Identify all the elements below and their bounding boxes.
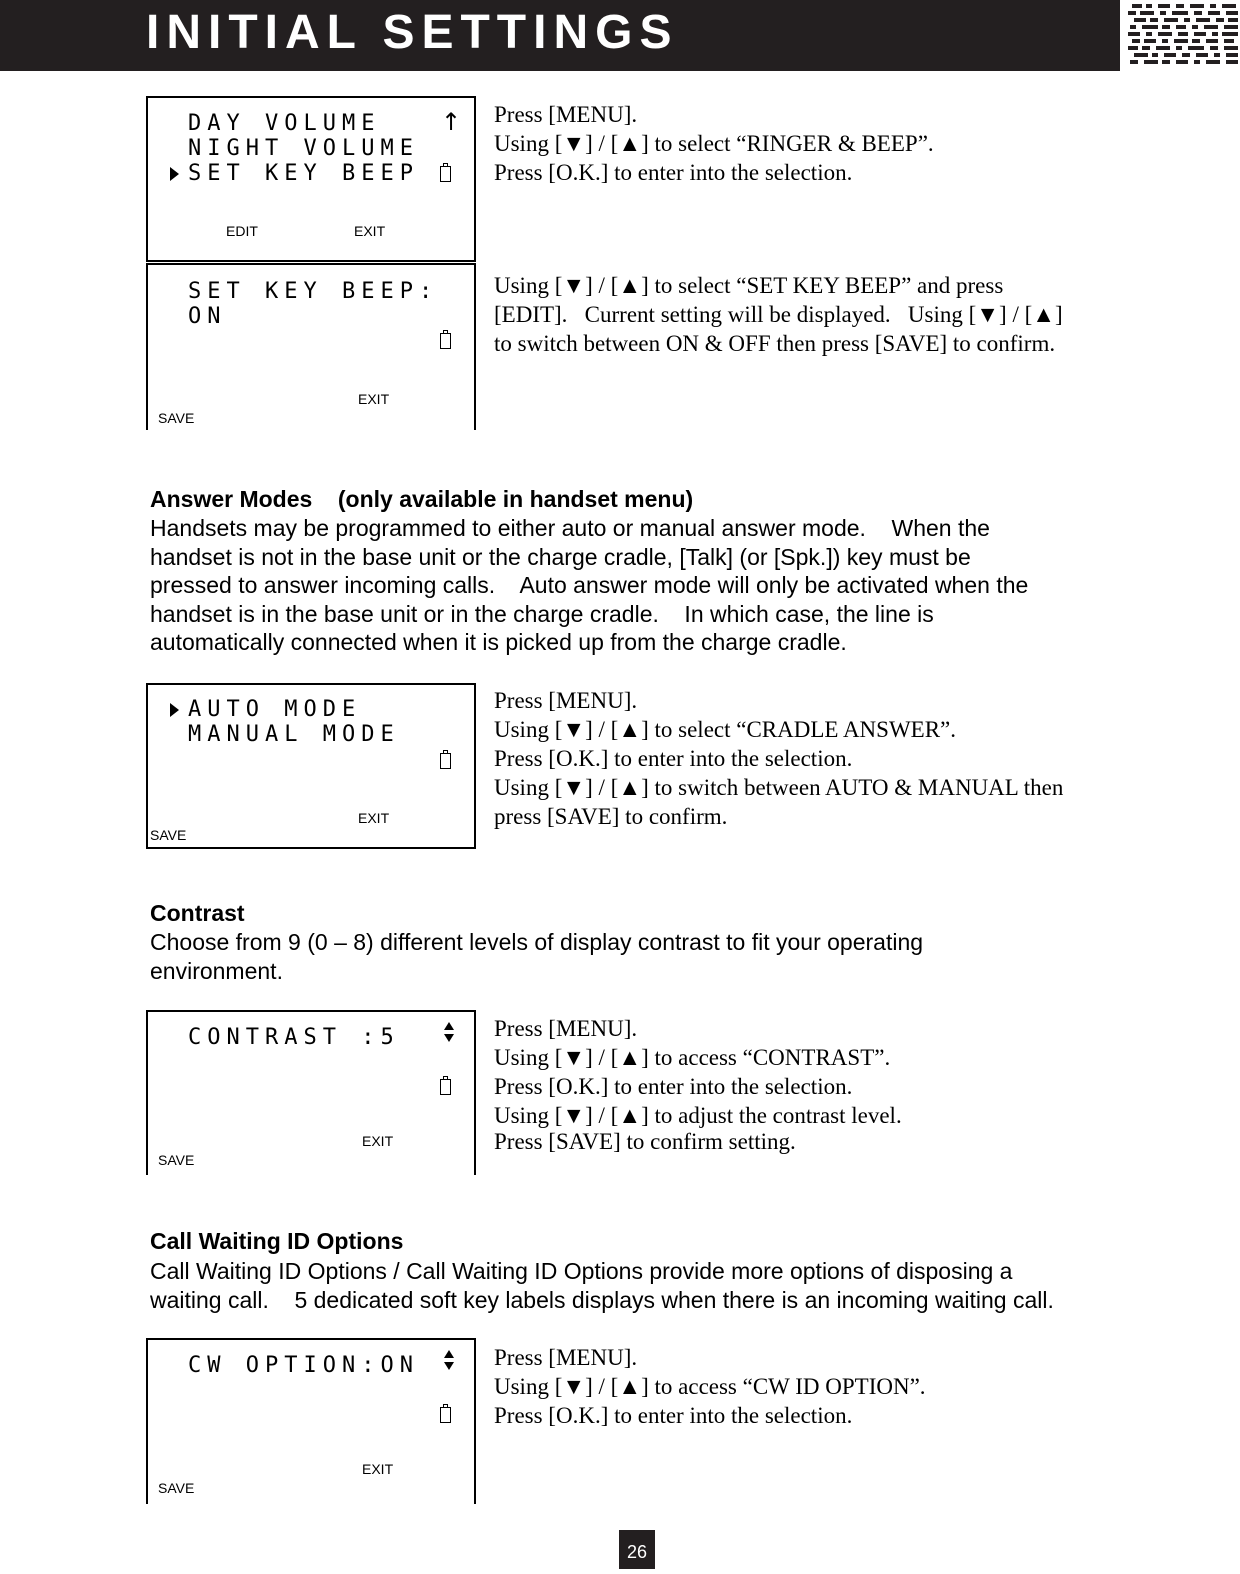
lcd-line: DAY VOLUME [188,111,381,136]
lcd-answer-mode [146,683,476,849]
page-header [0,0,1120,71]
softkey-right: EXIT [354,223,386,239]
selection-pointer-icon [170,167,179,181]
up-down-arrow-icon [444,1350,454,1372]
lcd-line-selected: SET KEY BEEP [188,161,419,186]
instruction-line: Press [O.K.] to enter into the selection. [494,746,853,771]
instructions-answer-mode [494,686,1063,831]
softkey-right: EXIT [358,810,390,826]
instruction-line: Press [MENU]. [494,102,638,127]
softkey-left: SAVE [150,827,187,843]
up-down-arrow-icon [444,1022,454,1044]
instruction-line: Using [▼] / [▲] to select “RINGER & BEEP”. [494,131,934,156]
instructions-cw-option [494,1343,926,1430]
page-number: 26 [619,1530,655,1569]
softkey-right: EXIT [358,391,390,407]
text-line: Handsets may be programmed to either auto or manual answer mode. When the [150,515,990,541]
softkey-left: SAVE [158,1480,195,1496]
instructions-contrast [494,1014,902,1156]
instruction-line: Press [O.K.] to enter into the selection. [494,1403,853,1428]
text-line: Choose from 9 (0 – 8) different levels of display contrast to fit your operating [150,929,924,955]
lcd-line-selected: AUTO MODE [188,697,362,722]
softkey-right: EXIT [362,1133,394,1149]
lcd-key-beep [146,263,476,430]
text-line: environment. [150,957,283,984]
instruction-line: [EDIT]. Current setting will be displayed. Using [▼] / [▲] [494,302,1063,327]
call-waiting-description [150,1257,1054,1314]
section-title-answer-modes: Answer Modes (only available in handset menu) [150,486,694,512]
text-line: handset is in the base unit or in the charge cradle. In which case, the line is [150,600,934,627]
instruction-line: press [SAVE] to confirm. [494,804,728,829]
instruction-line: Using [▼] / [▲] to adjust the contrast level. [494,1103,902,1128]
section-title-call-waiting: Call Waiting ID Options [150,1228,404,1254]
softkey-right: EXIT [362,1461,394,1477]
instruction-line: Using [▼] / [▲] to switch between AUTO & MANUAL then [494,775,1064,800]
instruction-line: Using [▼] / [▲] to access “CONTRAST”. [494,1045,891,1070]
text-line: pressed to answer incoming calls. Auto answer mode will only be activated when the [150,572,1029,598]
instruction-line: Press [MENU]. [494,688,638,713]
lcd-line: ON [188,304,227,329]
text-line: handset is not in the base unit or the charge cradle, [Talk] (or [Spk.]) key must be [150,543,971,570]
lcd-cw-option [146,1338,476,1504]
instruction-line: Press [SAVE] to confirm setting. [494,1129,796,1154]
lcd-line: NIGHT VOLUME [188,136,419,161]
instructions-ringer [494,100,934,187]
text-line: waiting call. 5 dedicated soft key labels displays when there is an incoming waiting call. [150,1286,1054,1313]
text-line: automatically connected when it is picked up from the charge cradle. [150,629,847,655]
lcd-line: CW OPTION:ON [188,1353,419,1378]
selection-pointer-icon [170,703,179,717]
battery-icon [440,1407,451,1423]
instructions-key-beep [494,271,1063,358]
instruction-line: Using [▼] / [▲] to select “SET KEY BEEP” and press [494,273,1004,298]
softkey-left: SAVE [158,410,195,426]
page-title: INITIAL SETTINGS [146,6,679,59]
battery-icon [440,1079,451,1095]
instruction-line: to switch between ON & OFF then press [SAVE] to confirm. [494,331,1056,356]
contrast-description [150,928,923,985]
instruction-line: Using [▼] / [▲] to access “CW ID OPTION”. [494,1374,926,1399]
instruction-line: Press [O.K.] to enter into the selection. [494,160,853,185]
instruction-line: Press [MENU]. [494,1016,638,1041]
softkey-left: EDIT [226,223,258,239]
decorative-pattern [1128,2,1240,70]
instruction-line: Press [O.K.] to enter into the selection. [494,1074,853,1099]
lcd-line: MANUAL MODE [188,722,400,747]
lcd-line: SET KEY BEEP: [188,279,439,304]
battery-icon [440,333,451,349]
answer-modes-description [150,514,1028,657]
softkey-left: SAVE [158,1152,195,1168]
scroll-up-icon: ↑ [441,108,462,136]
instruction-line: Press [MENU]. [494,1345,638,1370]
instruction-line: Using [▼] / [▲] to select “CRADLE ANSWER”. [494,717,957,742]
lcd-line: CONTRAST :5 [188,1025,400,1050]
section-title-contrast: Contrast [150,900,245,926]
battery-icon [440,753,451,769]
battery-icon [440,166,451,182]
text-line: Call Waiting ID Options / Call Waiting ID Options provide more options of disposing a [150,1258,1013,1284]
lcd-contrast [146,1010,476,1175]
lcd-ringer-menu [146,96,476,262]
